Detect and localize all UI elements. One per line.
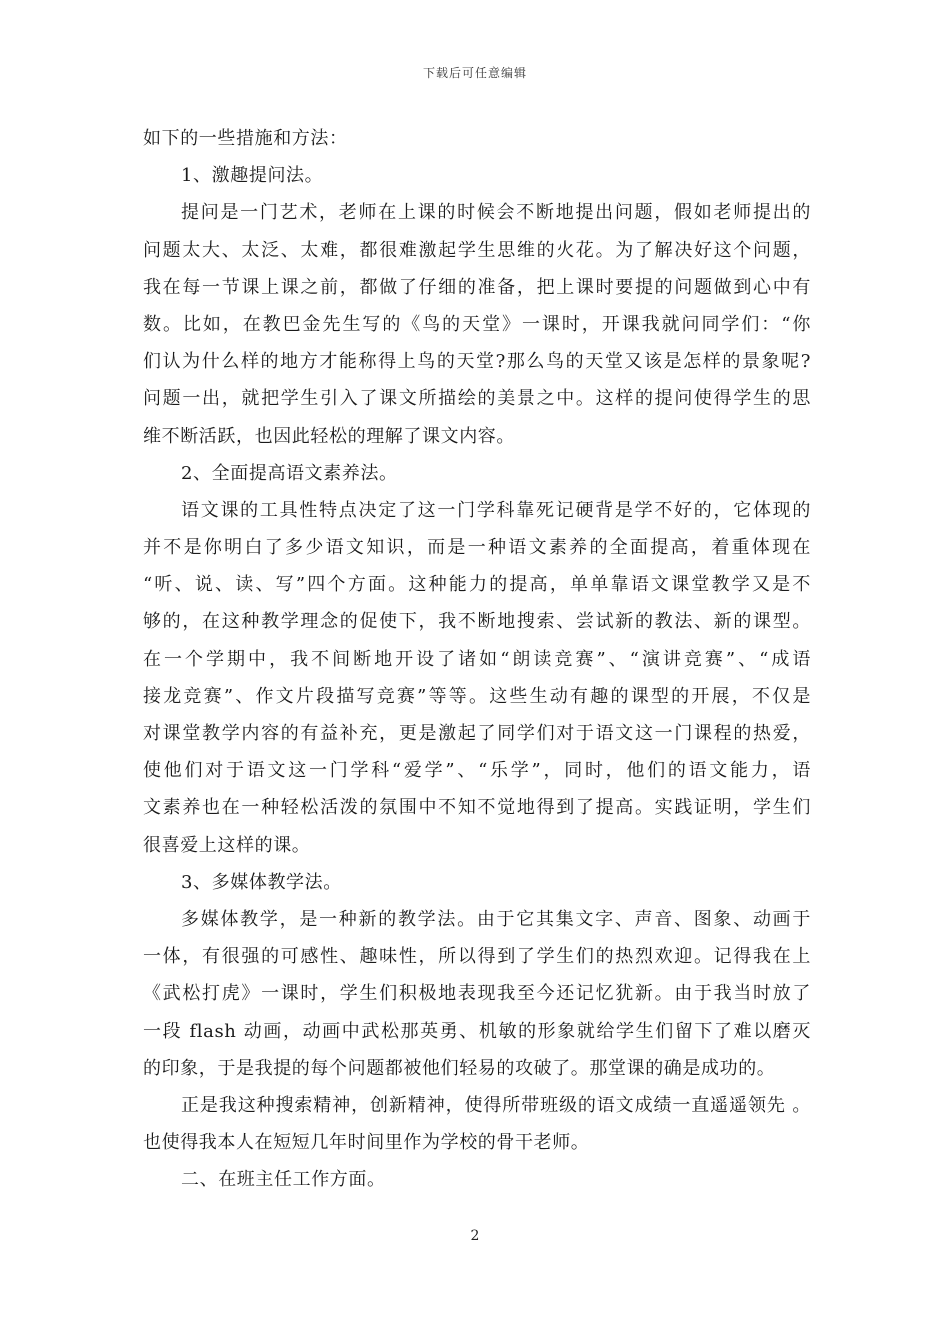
text-line: 们认为什么样的地方才能称得上鸟的天堂?那么鸟的天堂又该是怎样的景象呢? xyxy=(143,351,812,373)
text-line: 多媒体教学，是一种新的教学法。由于它其集文字、声音、图象、动画于 xyxy=(181,908,811,930)
section-heading: 2、全面提高语文素养法。 xyxy=(181,462,398,484)
text-line: 一段 flash 动画，动画中武松那英勇、机敏的形象就给学生们留下了难以磨灭 xyxy=(143,1020,811,1042)
text-line: 够的，在这种教学理念的促使下，我不断地搜索、尝试新的教法、新的课型。 xyxy=(143,611,811,633)
section-heading: 二、在班主任工作方面。 xyxy=(181,1169,386,1191)
text-line: 在一个学期中，我不间断地开设了诸如“朗读竞赛”、“演讲竞赛”、“成语 xyxy=(143,648,811,670)
text-line: 并不是你明白了多少语文知识，而是一种语文素养的全面提高，着重体现在 xyxy=(143,537,811,559)
text-line: 我在每一节课上课之前，都做了仔细的准备，把上课时要提的问题做到心中有 xyxy=(143,276,811,298)
text-line: 使他们对于语文这一门学科“爱学”、“乐学”，同时，他们的语文能力，语 xyxy=(143,760,811,782)
document-body xyxy=(143,120,811,1198)
text-line: 对课堂教学内容的有益补充，更是激起了同学们对于语文这一门课程的热爱， xyxy=(143,723,811,744)
text-line: 的印象，于是我提的每个问题都被他们轻易的攻破了。那堂课的确是成功的。 xyxy=(143,1057,776,1079)
text-line: 文素养也在一种轻松活泼的氛围中不知不觉地得到了提高。实践证明，学生们 xyxy=(143,797,811,819)
section-heading: 3、多媒体教学法。 xyxy=(181,871,342,893)
text-line: “听、说、读、写”四个方面。这种能力的提高，单单靠语文课堂教学又是不 xyxy=(143,574,811,596)
text-line: 正是我这种搜索精神，创新精神，使得所带班级的语文成绩一直遥遥领先 。 xyxy=(181,1094,811,1116)
text-line: 《武松打虎》一课时，学生们积极地表现我至今还记忆犹新。由于我当时放了 xyxy=(143,983,811,1005)
page-number: 2 xyxy=(470,1228,480,1244)
text-line: 问题一出，就把学生引入了课文所描绘的美景之中。这样的提问使得学生的思 xyxy=(143,388,811,410)
text-line: 问题太大、太泛、太难，都很难激起学生思维的火花。为了解决好这个问题， xyxy=(143,239,811,261)
text-line: 维不断活跃，也因此轻松的理解了课文内容。 xyxy=(143,425,515,447)
text-line: 也使得我本人在短短几年时间里作为学校的骨干老师。 xyxy=(143,1132,590,1154)
text-line: 很喜爱上这样的课。 xyxy=(143,834,311,856)
page-header-note: 下载后可任意编辑 xyxy=(422,66,527,80)
text-line: 一体，有很强的可感性、趣味性，所以得到了学生们的热烈欢迎。记得我在上 xyxy=(143,946,811,968)
text-line: 语文课的工具性特点决定了这一门学科靠死记硬背是学不好的，它体现的 xyxy=(181,499,811,521)
text-line: 提问是一门艺术，老师在上课的时候会不断地提出问题，假如老师提出的 xyxy=(181,202,811,224)
text-line: 接龙竞赛”、作文片段描写竞赛”等等。这些生动有趣的课型的开展，不仅是 xyxy=(143,685,811,707)
text-line: 数。比如，在教巴金先生写的《鸟的天堂》一课时，开课我就问同学们：“你 xyxy=(143,313,811,335)
text-line: 如下的一些措施和方法： xyxy=(143,128,348,149)
section-heading: 1、激趣提问法。 xyxy=(181,165,324,187)
